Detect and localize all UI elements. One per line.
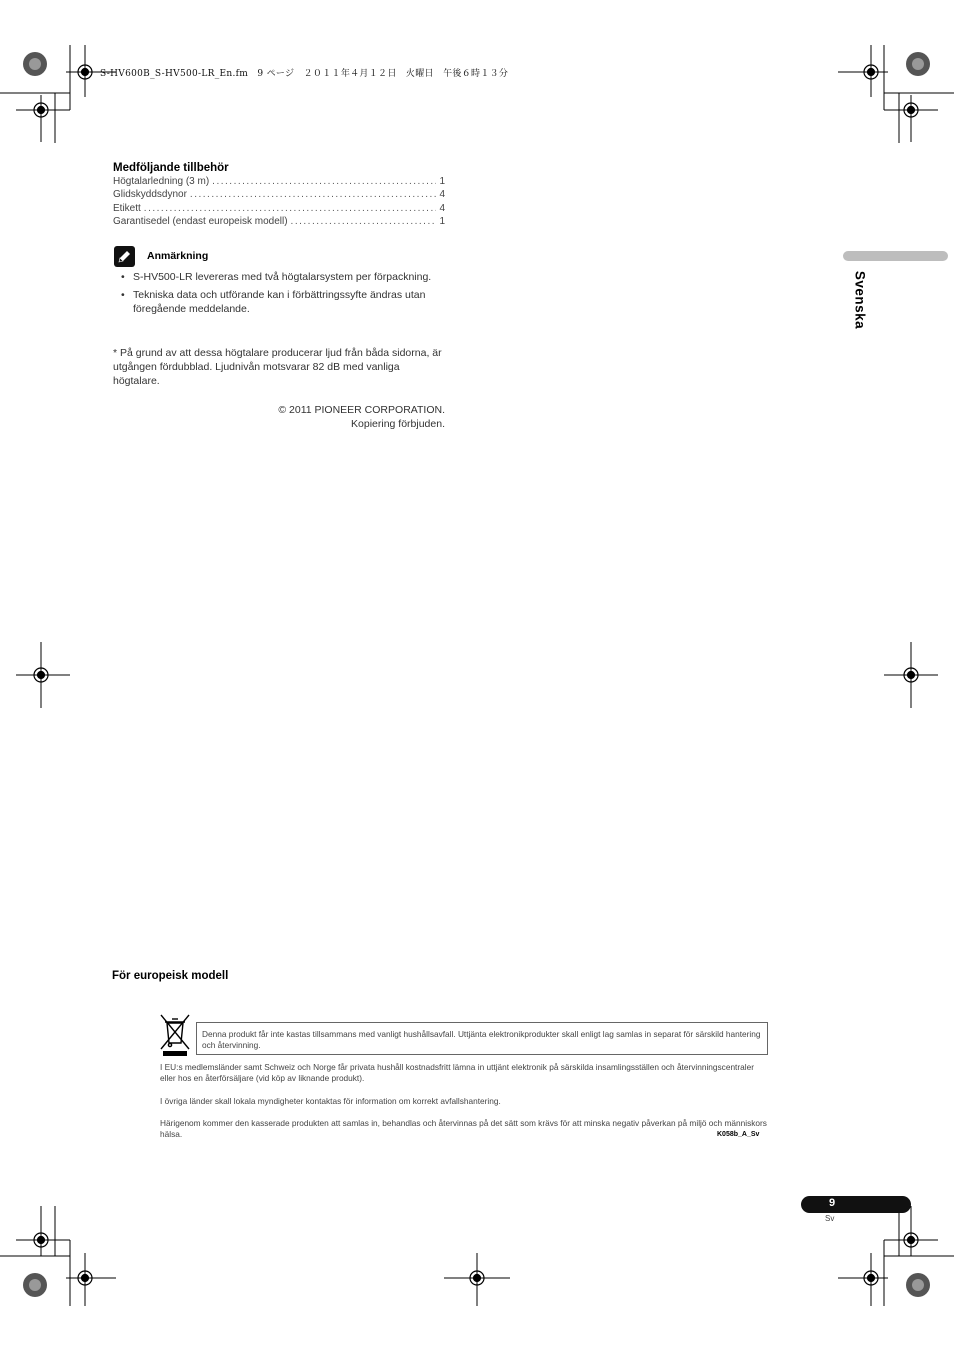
- note-bullets: [121, 270, 441, 320]
- european-heading: För europeisk modell: [112, 970, 229, 982]
- crossed-out-bin-icon: [160, 1013, 190, 1057]
- accessory-name: Garantisedel (endast europeisk modell): [113, 216, 288, 228]
- accessory-qty: 1: [439, 216, 445, 228]
- page-language: Sv: [825, 1214, 835, 1223]
- accessory-name: Etikett: [113, 202, 141, 214]
- weee-paragraph: Härigenom kommer den kasserade produkten att samlas in, behandlas och återvinnas på det sätt som krävs för att minska negativ påverkan på miljö och människors hälsa.: [160, 1118, 767, 1139]
- weee-notice-box: Denna produkt får inte kastas tillsammans med vanligt hushållsavfall. Uttjänta elektronikprodukter skall enligt lag samlas in separat för särskild hantering och återvinning.: [196, 1022, 768, 1055]
- accessory-qty: 1: [439, 176, 445, 187]
- pencil-note-icon: [114, 246, 135, 267]
- copyright-line: Kopiering förbjuden.: [351, 417, 445, 430]
- weee-paragraph: I övriga länder skall lokala myndigheter kontaktas för information om korrekt avfallshantering.: [160, 1096, 501, 1106]
- copyright-line: © 2011 PIONEER CORPORATION.: [278, 404, 445, 416]
- list-item: • Tekniska data och utförande kan i förbättringssyfte ändras utan föregående meddelande.: [121, 288, 441, 316]
- print-header: S-HV600B_S-HV500-LR_En.fm 9 ページ ２０１１年４月１２日 火曜日 午後６時１３分: [100, 69, 509, 79]
- accessories-list: [113, 175, 445, 229]
- list-item: [113, 202, 445, 215]
- language-tab: [843, 251, 948, 261]
- accessory-qty: 4: [439, 202, 445, 214]
- list-item: [113, 215, 445, 228]
- accessory-name: Högtalarledning (3 m): [113, 176, 210, 187]
- footnote: * På grund av att dessa högtalare producerar ljud från båda sidorna, är utgången fördubblad. Ljudnivån motsvarar 82 dB med vanliga högtalare.: [113, 347, 442, 387]
- list-item: [113, 188, 445, 201]
- language-tab-label: Svenska: [852, 270, 868, 330]
- document-code: K058b_A_Sv: [717, 1131, 760, 1138]
- copyright: [200, 404, 445, 431]
- page-number: 9: [828, 1197, 836, 1209]
- accessories-title: Medföljande tillbehör: [113, 162, 229, 174]
- page-number-pill: [801, 1196, 911, 1213]
- accessory-qty: 4: [439, 189, 445, 201]
- accessory-name: Glidskyddsdynor: [113, 189, 187, 201]
- list-item: • S-HV500-LR levereras med två högtalarsystem per förpackning.: [121, 270, 441, 284]
- note-label: Anmärkning: [147, 250, 209, 262]
- list-item: [113, 175, 445, 188]
- weee-paragraph: I EU:s medlemsländer samt Schweiz och Norge får privata hushåll kostnadsfritt lämna in uttjänt elektronik på särskilda insamlingsställen och återvinningscentraler eller hos en återförsäljare (vid köp av liknande produkt).: [160, 1062, 754, 1083]
